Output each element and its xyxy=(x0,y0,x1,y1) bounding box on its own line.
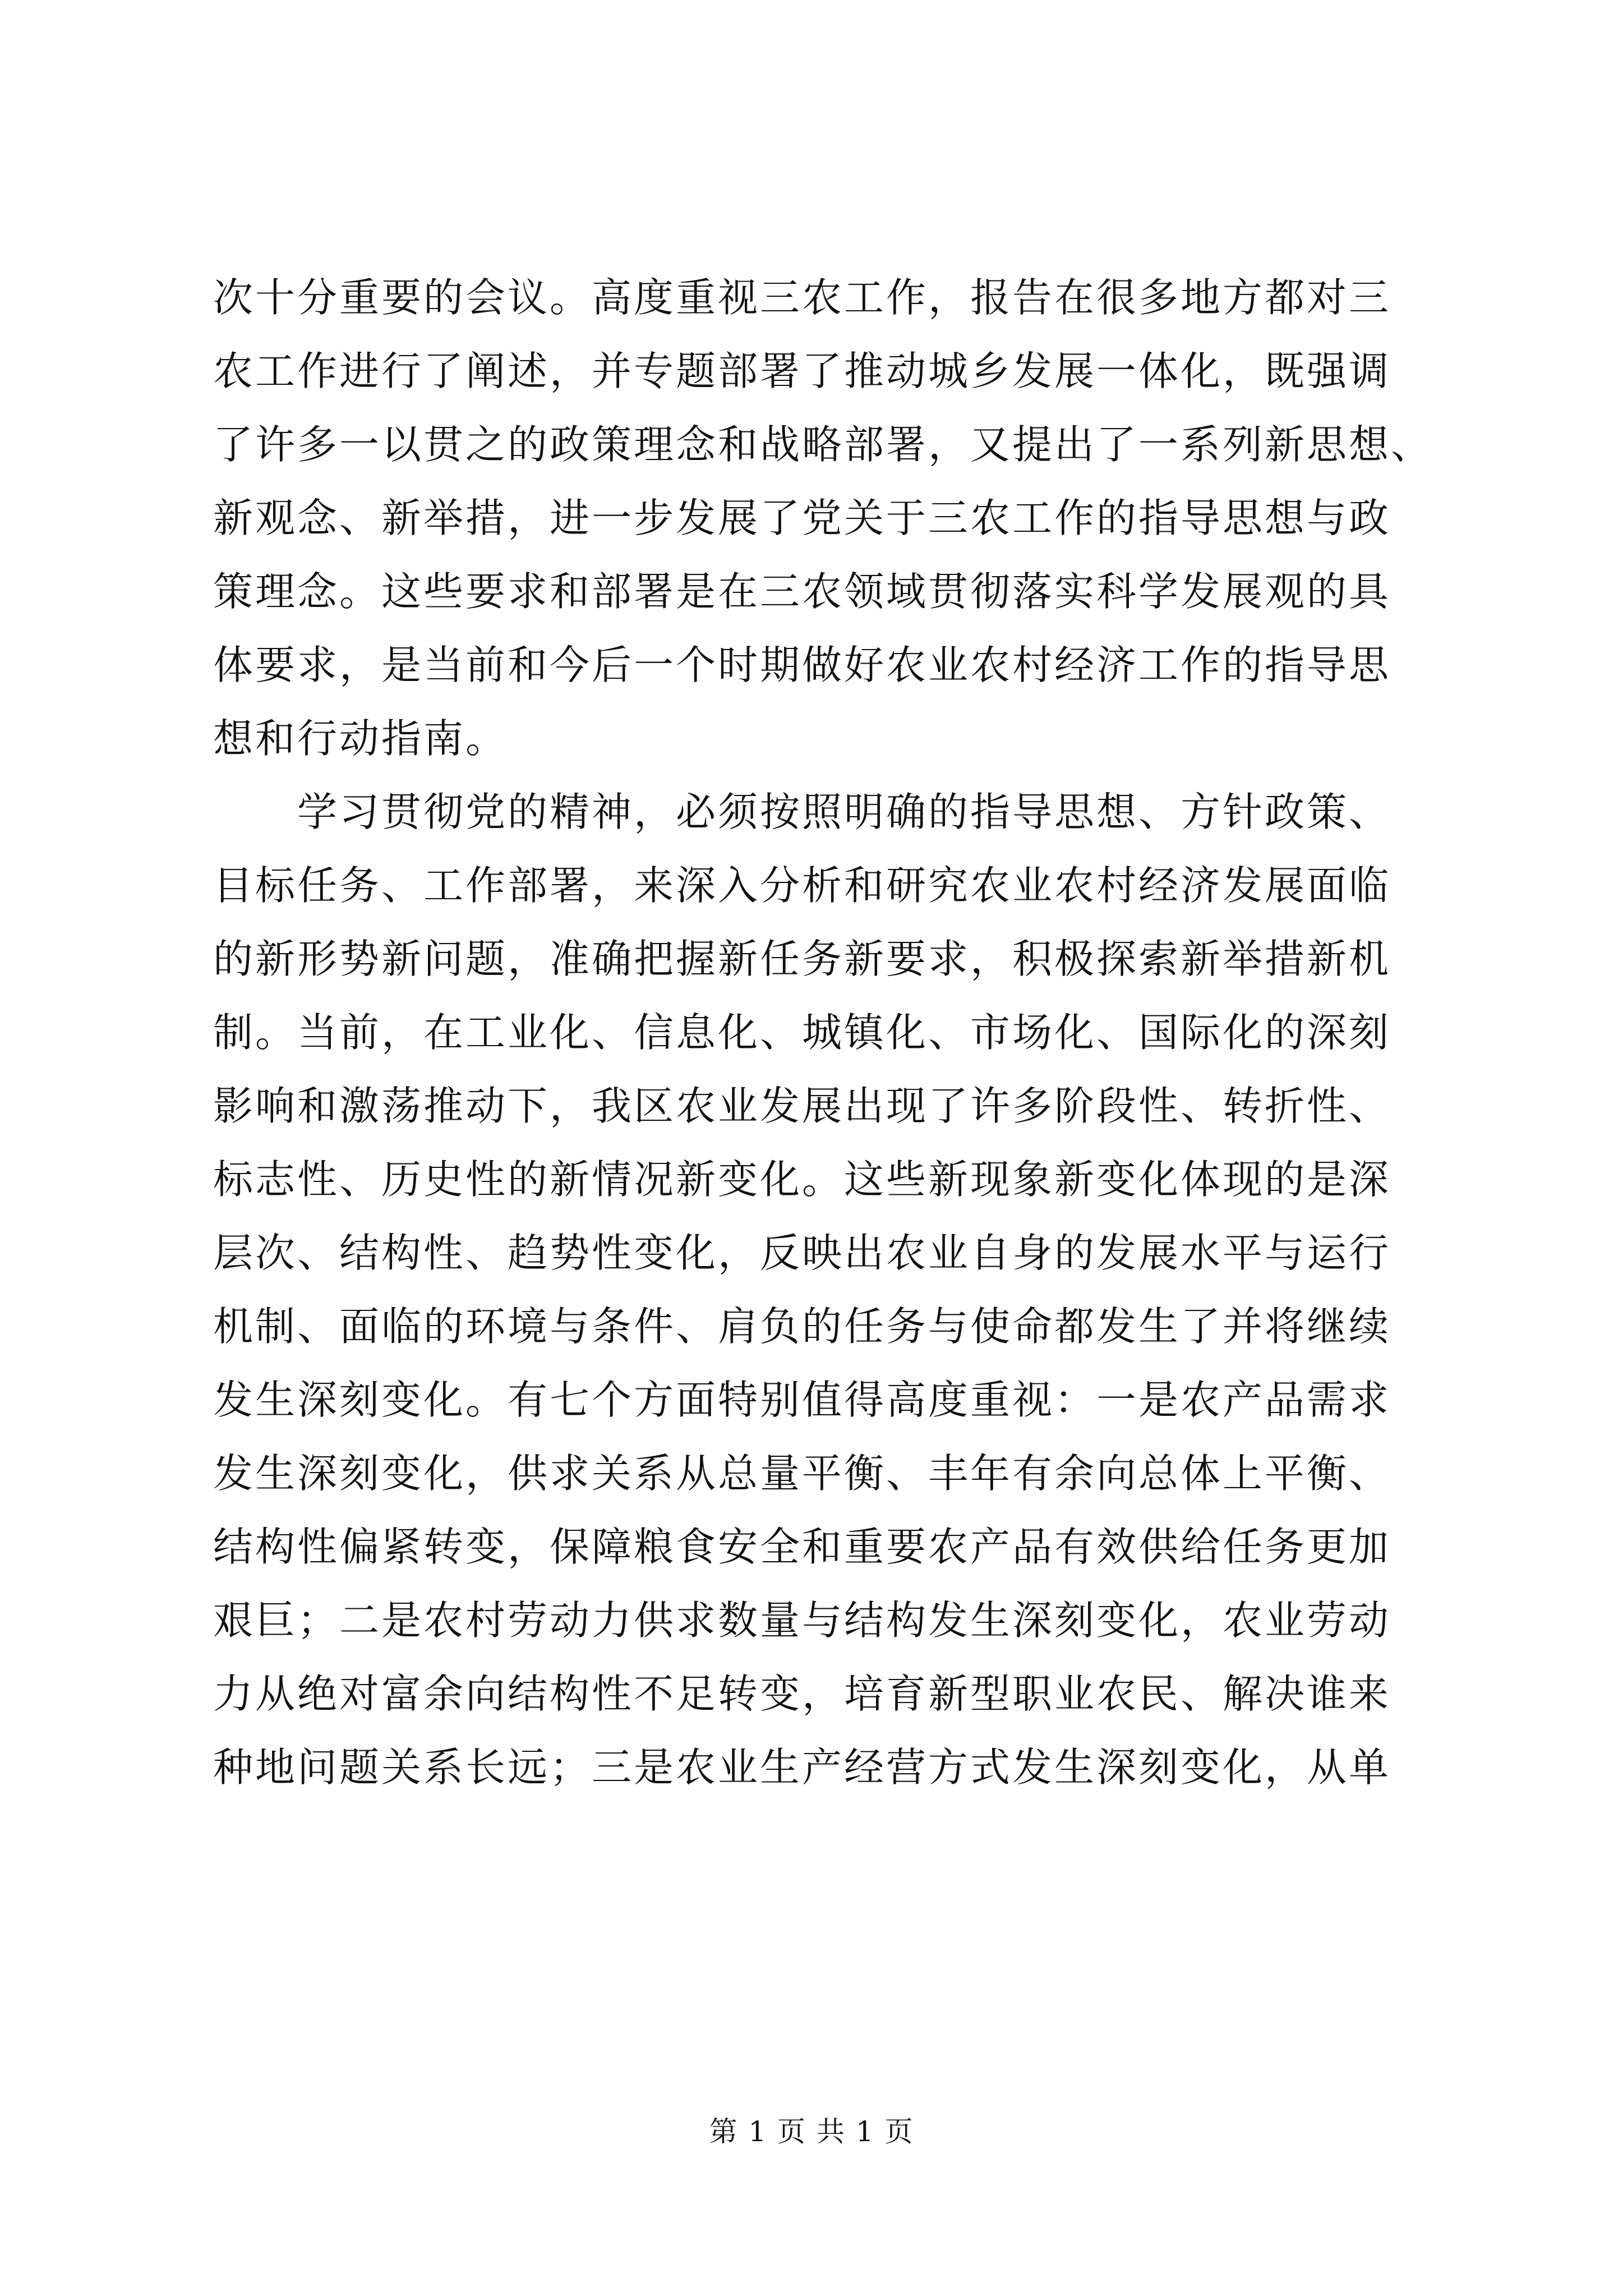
text-line: 了许多一以贯之的政策理念和战略部署，又提出了一系列新思想、 xyxy=(213,421,1433,468)
text-line: 力从绝对富余向结构性不足转变，培育新型职业农民、解决谁来 xyxy=(213,1671,1391,1717)
text-line: 发生深刻变化，供求关系从总量平衡、丰年有余向总体上平衡、 xyxy=(213,1450,1391,1497)
text-line: 体要求，是当前和今后一个时期做好农业农村经济工作的指导思 xyxy=(213,642,1391,688)
text-line: 新观念、新举措，进一步发展了党关于三农工作的指导思想与政 xyxy=(213,495,1391,541)
text-line: 结构性偏紧转变，保障粮食安全和重要农产品有效供给任务更加 xyxy=(213,1524,1391,1570)
text-line-indented: 学习贯彻党的精神，必须按照明确的指导思想、方针政策、 xyxy=(297,789,1391,835)
text-line: 想和行动指南。 xyxy=(213,715,508,762)
text-line: 次十分重要的会议。高度重视三农工作，报告在很多地方都对三 xyxy=(213,274,1391,321)
text-line: 艰巨；二是农村劳动力供求数量与结构发生深刻变化，农业劳动 xyxy=(213,1597,1391,1644)
text-line: 机制、面临的环境与条件、肩负的任务与使命都发生了并将继续 xyxy=(213,1303,1391,1350)
page-footer: 第 1 页 共 1 页 xyxy=(709,2115,914,2148)
body-text xyxy=(213,261,1481,1804)
text-line: 标志性、历史性的新情况新变化。这些新现象新变化体现的是深 xyxy=(213,1156,1391,1203)
text-line: 发生深刻变化。有七个方面特别值得高度重视：一是农产品需求 xyxy=(213,1377,1391,1423)
text-line: 策理念。这些要求和部署是在三农领域贯彻落实科学发展观的具 xyxy=(213,568,1391,615)
text-line: 农工作进行了阐述，并专题部署了推动城乡发展一体化，既强调 xyxy=(213,348,1391,394)
text-line: 的新形势新问题，准确把握新任务新要求，积极探索新举措新机 xyxy=(213,936,1391,982)
text-line: 制。当前，在工业化、信息化、城镇化、市场化、国际化的深刻 xyxy=(213,1009,1391,1056)
text-line: 影响和激荡推动下，我区农业发展出现了许多阶段性、转折性、 xyxy=(213,1083,1391,1129)
text-line: 层次、结构性、趋势性变化，反映出农业自身的发展水平与运行 xyxy=(213,1230,1391,1276)
text-line: 种地问题关系长远；三是农业生产经营方式发生深刻变化，从单 xyxy=(213,1744,1391,1791)
text-line: 目标任务、工作部署，来深入分析和研究农业农村经济发展面临 xyxy=(213,862,1391,909)
